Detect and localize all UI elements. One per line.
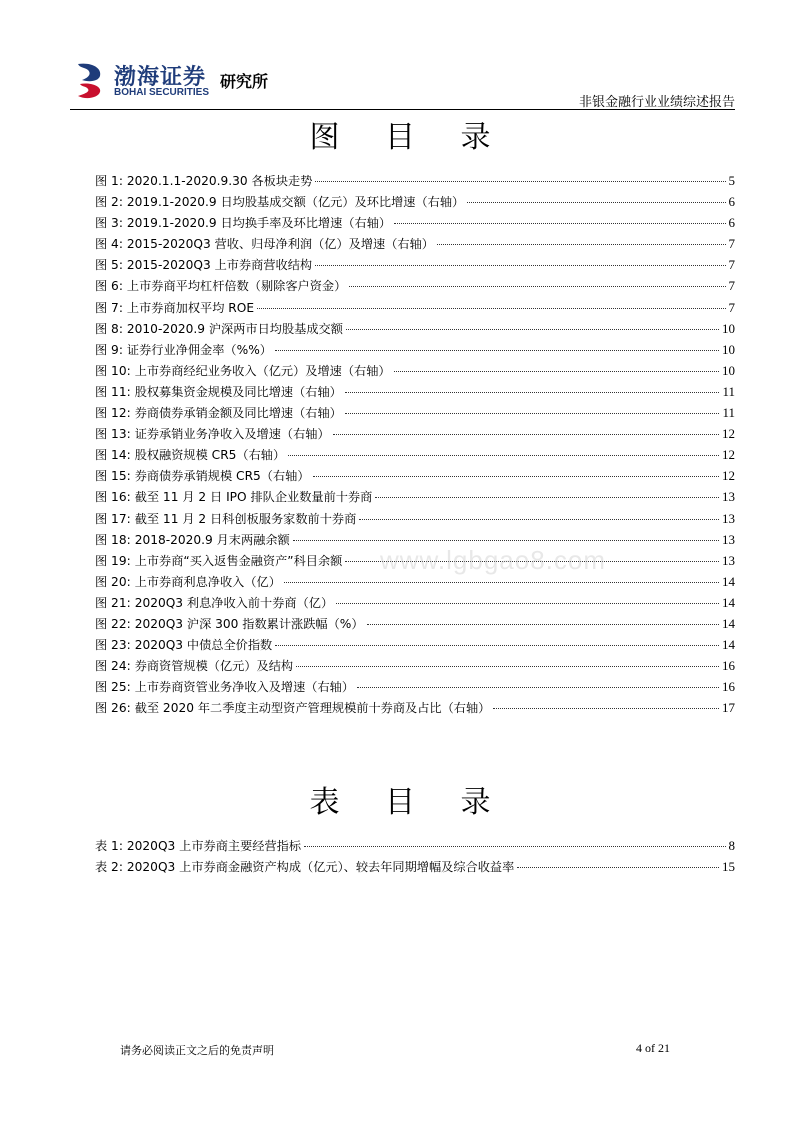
footer-disclaimer: 请务必阅读正文之后的免责声明 [120,1044,274,1057]
dot-leader [304,846,725,847]
figure-page-number: 14 [722,615,735,631]
figure-entry[interactable] [95,425,735,446]
dot-leader [284,582,719,583]
figure-caption: 券商资管规模（亿元）及结构 [134,659,294,674]
figure-caption: 股权融资规模 CR5（右轴） [134,448,286,463]
figure-label: 图 2: [95,195,123,210]
dot-leader [367,624,719,625]
dot-leader [275,350,719,351]
figure-caption: 2020Q3 中债总全价指数 [134,638,273,653]
figure-page-number: 10 [722,320,735,336]
figure-page-number: 14 [722,573,735,589]
watermark: www.lgbgao8.com [380,545,606,575]
figure-entry[interactable] [95,594,735,615]
figure-page-number: 14 [722,637,735,653]
table-caption: 2020Q3 上市券商金融资产构成（亿元）、较去年同期增幅及综合收益率 [126,860,515,875]
figure-entry[interactable] [95,362,735,383]
figure-page-number: 10 [722,362,735,378]
figure-entry[interactable] [95,193,735,214]
table-page-number: 8 [728,838,735,853]
figure-page-number: 11 [722,383,735,399]
figure-caption: 上市券商加权平均 ROE [126,300,255,315]
figures-section-title: 图 目 录 [309,120,509,155]
logo-english-name: BOHAI SECURITIES [114,87,210,98]
figure-entry[interactable] [95,404,735,425]
figure-label: 图 11: [95,384,131,399]
dot-leader [315,265,725,266]
figure-label: 图 4: [95,237,123,252]
dot-leader [359,519,719,520]
dot-leader [437,244,726,245]
figure-label: 图 19: [95,553,131,568]
table-page-number: 15 [722,859,735,875]
figure-page-number: 10 [722,341,735,357]
figure-page-number: 13 [722,552,735,568]
figure-label: 图 10: [95,363,131,378]
figure-label: 图 15: [95,469,131,484]
figure-caption: 2020Q3 利息净收入前十券商（亿） [134,595,334,610]
header-divider [70,109,735,110]
figure-caption: 股权募集资金规模及同比增速（右轴） [134,384,342,399]
dot-leader [349,286,725,287]
department-name: 研究所 [220,72,269,91]
figure-label: 图 5: [95,258,123,273]
dot-leader [296,666,719,667]
page-header [70,56,735,108]
figure-page-number: 13 [722,489,735,505]
figure-entry[interactable] [95,235,735,256]
dot-leader [517,867,719,868]
dot-leader [293,540,719,541]
table-caption: 2020Q3 上市券商主要经营指标 [126,839,302,853]
figure-label: 图 1: [95,174,123,188]
figure-label: 图 24: [95,659,131,674]
figure-label: 图 25: [95,680,131,695]
logo-chinese-name: 渤海证券 [114,65,207,90]
figure-caption: 2019.1-2020.9 日均换手率及环比增速（右轴） [126,216,392,231]
table-entry[interactable] [95,837,735,858]
figure-label: 图 3: [95,216,123,231]
figure-label: 图 13: [95,427,131,442]
figure-page-number: 5 [728,173,735,188]
dot-leader [493,708,719,709]
figure-page-number: 12 [722,426,735,442]
figure-label: 图 21: [95,595,131,610]
page-number: 4 of 21 [636,1041,670,1055]
tables-list [95,837,735,879]
dot-leader [333,434,719,435]
figure-page-number: 11 [722,405,735,421]
figure-caption: 2015-2020Q3 营收、归母净利润（亿）及增速（右轴） [126,237,434,252]
figure-label: 图 23: [95,638,131,653]
figure-entry[interactable] [95,467,735,488]
figure-caption: 2019.1-2020.9 日均股基成交额（亿元）及环比增速（右轴） [126,195,465,210]
figure-caption: 上市券商“买入返售金融资产”科目余额 [134,553,343,568]
dot-leader [345,413,720,414]
figure-page-number: 16 [722,679,735,695]
figure-entry[interactable] [95,172,735,193]
figure-label: 图 26: [95,701,131,716]
figure-entry[interactable] [95,383,735,404]
figure-entry[interactable] [95,699,735,720]
figure-caption: 2010-2020.9 沪深两市日均股基成交额 [126,321,343,336]
report-title: 非银金融行业业绩综述报告 [578,95,735,110]
figure-label: 图 20: [95,574,131,589]
figure-label: 图 6: [95,279,123,294]
figure-page-number: 6 [728,194,735,210]
figure-entry[interactable] [95,488,735,509]
figure-page-number: 14 [722,594,735,610]
tables-section-title: 表 目 录 [309,785,509,820]
figure-entry[interactable] [95,277,735,298]
dot-leader [288,455,719,456]
figure-entry[interactable] [95,299,735,320]
figure-caption: 上市券商经纪业务收入（亿元）及增速（右轴） [134,363,391,378]
figure-caption: 2020Q3 沪深 300 指数累计涨跌幅（%） [134,616,364,631]
figure-caption: 2015-2020Q3 上市券商营收结构 [126,258,313,273]
bohai-logo-icon [74,60,106,100]
figure-label: 图 17: [95,511,131,526]
figure-entry[interactable] [95,678,735,699]
figure-caption: 截至 11 月 2 日科创板服务家数前十券商 [134,511,357,526]
figure-page-number: 7 [728,278,735,294]
figure-label: 图 9: [95,342,123,357]
figure-label: 图 7: [95,300,123,315]
figure-page-number: 12 [722,447,735,463]
figure-entry[interactable] [95,636,735,657]
figure-page-number: 12 [722,468,735,484]
table-label: 表 1: [95,839,123,853]
figure-entry[interactable] [95,214,735,235]
dot-leader [336,603,719,604]
figure-entry[interactable] [95,446,735,467]
figure-caption: 2018-2020.9 月末两融余额 [134,532,290,547]
figure-caption: 证券承销业务净收入及增速（右轴） [134,427,330,442]
figure-caption: 券商债券承销规模 CR5（右轴） [134,469,310,484]
figure-entry[interactable] [95,256,735,277]
figure-label: 图 12: [95,406,131,421]
dot-leader [257,308,725,309]
dot-leader [394,223,725,224]
figure-entry[interactable] [95,510,735,531]
figure-caption: 券商债券承销金额及同比增速（右轴） [134,406,342,421]
figure-page-number: 7 [728,236,735,252]
figure-caption: 上市券商资管业务净收入及增速（右轴） [134,680,355,695]
figures-list [95,172,735,720]
figure-caption: 截至 11 月 2 日 IPO 排队企业数量前十券商 [134,490,373,505]
dot-leader [345,392,720,393]
figure-caption: 上市券商平均杠杆倍数（剔除客户资金） [126,279,347,294]
figure-entry[interactable] [95,320,735,341]
figure-entry[interactable] [95,615,735,636]
dot-leader [375,497,719,498]
figure-page-number: 7 [728,299,735,315]
figure-label: 图 14: [95,448,131,463]
figure-caption: 上市券商利息净收入（亿） [134,574,281,589]
dot-leader [357,687,719,688]
figure-page-number: 17 [722,700,735,716]
dot-leader [467,202,725,203]
dot-leader [346,329,719,330]
dot-leader [275,645,719,646]
figure-caption: 截至 2020 年二季度主动型资产管理规模前十券商及占比（右轴） [134,701,491,716]
figure-page-number: 13 [722,510,735,526]
figure-page-number: 6 [728,215,735,231]
figure-page-number: 7 [728,257,735,273]
dot-leader [315,181,725,182]
figure-page-number: 13 [722,531,735,547]
figure-entry[interactable] [95,341,735,362]
figure-caption: 证券行业净佣金率（%%） [126,342,272,357]
figure-caption: 2020.1.1-2020.9.30 各板块走势 [126,174,313,188]
figure-page-number: 16 [722,658,735,674]
figure-label: 图 18: [95,532,131,547]
figure-entry[interactable] [95,657,735,678]
table-label: 表 2: [95,860,123,875]
dot-leader [313,476,719,477]
table-entry[interactable] [95,858,735,879]
figure-label: 图 8: [95,321,123,336]
dot-leader [394,371,719,372]
figure-label: 图 16: [95,490,131,505]
figure-label: 图 22: [95,616,131,631]
